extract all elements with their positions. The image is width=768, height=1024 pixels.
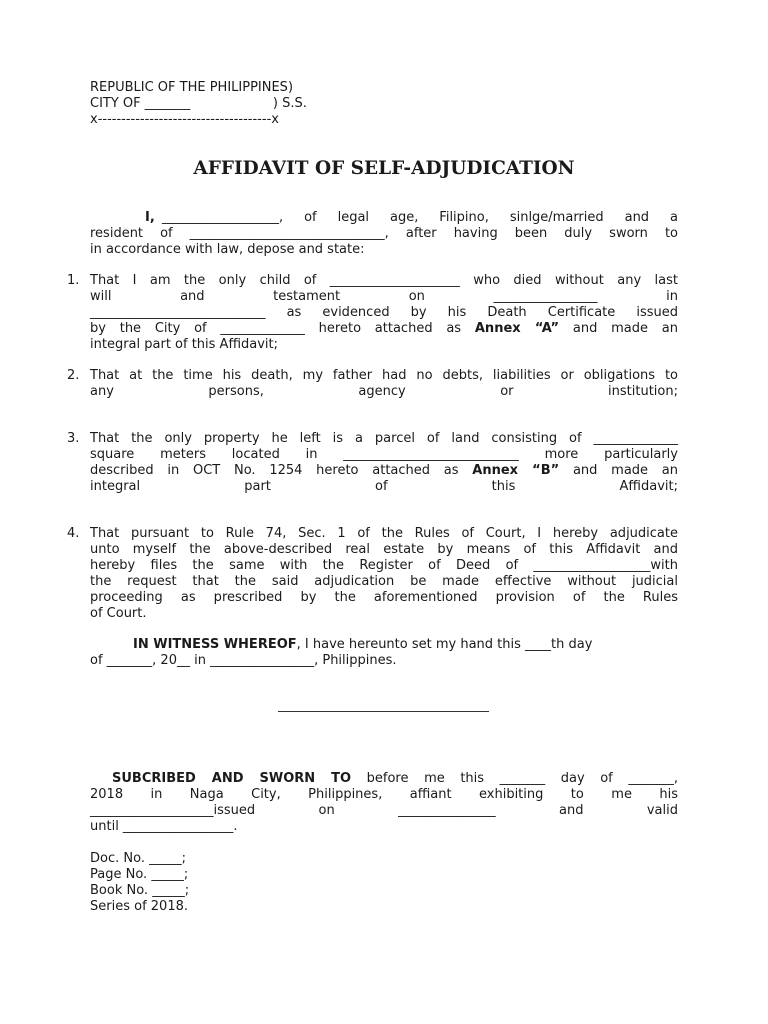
item-1-number: 1. bbox=[67, 273, 80, 288]
item-2-line-1: That at the time his death, my father had no debts, liabilities or obligations to bbox=[90, 368, 678, 383]
item-4-line-4: the request that the said adjudication be made effective without judicial bbox=[90, 574, 678, 589]
item-1-line-2: will and testament on ________________ in bbox=[90, 289, 678, 304]
item-3-line-3: described in OCT No. 1254 hereto attached as Annex “B” and made an bbox=[90, 463, 678, 478]
page-number: Page No. _____; bbox=[90, 867, 189, 882]
intro-line-1: __________________, of legal age, Filipino, sinlge/married and a bbox=[162, 210, 678, 225]
header-republic: REPUBLIC OF THE PHILIPPINES) bbox=[90, 80, 294, 95]
item-1-line-3: ___________________________ as evidenced by his Death Certificate issued bbox=[90, 305, 678, 320]
item-4-line-1: That pursuant to Rule 74, Sec. 1 of the Rules of Court, I hereby adjudicate bbox=[90, 526, 678, 541]
jurat-line-4: until _________________. bbox=[90, 819, 238, 834]
item-4-line-5: proceeding as prescribed by the aforementioned provision of the Rules bbox=[90, 590, 678, 605]
item-1-line-1: That I am the only child of ____________________ who died without any last bbox=[90, 273, 678, 288]
intro-lead: I, bbox=[145, 210, 155, 225]
book-number: Book No. _____; bbox=[90, 883, 190, 898]
jurat-line-1: SUBCRIBED AND SWORN TO before me this _______ day of _______, bbox=[112, 771, 678, 786]
witness-line-2: of _______, 20__ in ________________, Philippines. bbox=[90, 653, 397, 668]
annex-b-label: Annex “B” bbox=[472, 463, 560, 478]
annex-a-label: Annex “A” bbox=[474, 321, 560, 336]
item-4-line-6: of Court. bbox=[90, 606, 147, 621]
item-3-number: 3. bbox=[67, 431, 80, 446]
item-2-number: 2. bbox=[67, 368, 80, 383]
signature-line bbox=[278, 711, 489, 712]
item-4-line-3: hereby files the same with the Register of Deed of __________________with bbox=[90, 558, 678, 573]
header-separator: x-------------------------------------x bbox=[90, 112, 279, 127]
intro-line-3: in accordance with law, depose and state: bbox=[90, 242, 365, 257]
jurat-line-3: ___________________issued on _______________ and valid bbox=[90, 803, 678, 818]
item-2-line-2: any persons, agency or institution; bbox=[90, 384, 678, 399]
item-4-number: 4. bbox=[67, 526, 80, 541]
item-3-line-4: integral part of this Affidavit; bbox=[90, 479, 678, 494]
item-4-line-2: unto myself the above-described real estate by means of this Affidavit and bbox=[90, 542, 678, 557]
item-3-line-2: square meters located in ___________________________ more particularly bbox=[90, 447, 678, 462]
item-1-line-5: integral part of this Affidavit; bbox=[90, 337, 279, 352]
item-3-line-1: That the only property he left is a parcel of land consisting of _____________ bbox=[90, 431, 678, 446]
jurat-line-2: 2018 in Naga City, Philippines, affiant exhibiting to me his bbox=[90, 787, 678, 802]
witness-heading: IN WITNESS WHEREOF bbox=[133, 637, 297, 652]
item-1-line-4: by the City of _____________ hereto attached as Annex “A” and made an bbox=[90, 321, 678, 336]
doc-number: Doc. No. _____; bbox=[90, 851, 186, 866]
header-city: CITY OF _______ ) S.S. bbox=[90, 96, 307, 111]
intro-line-2: resident of ______________________________, after having been duly sworn to bbox=[90, 226, 678, 241]
series-year: Series of 2018. bbox=[90, 899, 188, 914]
witness-line-1: IN WITNESS WHEREOF, I have hereunto set my hand this ____th day bbox=[133, 637, 593, 652]
jurat-heading: SUBCRIBED AND SWORN TO bbox=[112, 771, 352, 786]
document-title: AFFIDAVIT OF SELF-ADJUDICATION bbox=[193, 158, 575, 179]
